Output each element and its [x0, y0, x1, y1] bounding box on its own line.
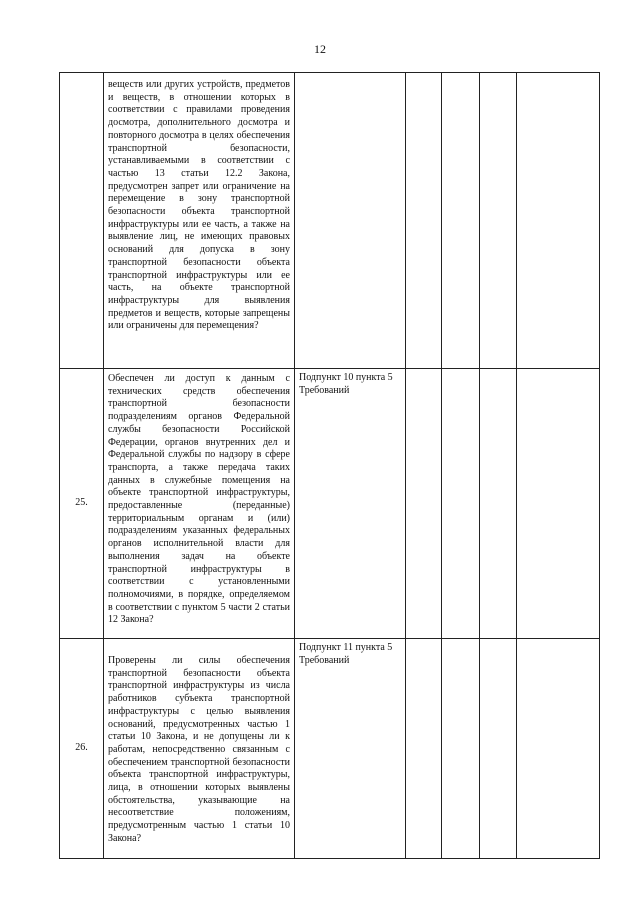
answer-yes-cell	[406, 369, 442, 639]
question-text: веществ или других устройств, предметов и веществ, в отношении которых в соответствии с правилами проведения досмотра, дополнительного досмотра и повторного досмотра в целях обеспечения транспортной безопасности, устанавливаемыми в соответствии с частью 13 статьи 12.2 Закона, предусмотрен запрет или ограничение на перемещение в зону транспортной безопасности объекта транспортной инфраструктуры или ее часть, а также на выявление лиц, не имеющих правовых оснований для допуска в зону транспортной безопасности объекта транспортной инфраструктуры или ее часть, на объекте транспортной инфраструктуры для выявления предметов и веществ, которые запрещены или ограничены для перемещения?	[108, 79, 290, 332]
question-text: Обеспечен ли доступ к данным с технических средств обеспечения транспортной безопасности подразделениям органов Федеральной службы безопасности Российской Федерации, органов внутренних дел и Федеральной службы по надзору в сфере транспорта, а также передача таких данных в служебные помещения на объекте транспортной инфраструктуры, предоставленные (переданные) территориальным органам и (или) подразделениям указанных федеральных органов исполнительной власти для выполнения задач на объекте транспортной инфраструктуры в соответствии с установленными полномочиями, в порядке, определяемом в соответствии с пунктом 5 части 2 статьи 12 Закона?	[108, 373, 290, 626]
question-text: Проверены ли силы обеспечения транспортной безопасности объекта транспортной инфраструктуры из числа работников субъекта транспортной инфраструктуры с целью выявления оснований, предусмотренных частью 1 статьи 10 Закона, и не допущены ли к работам, непосредственно связанным с обеспечением транспортной безопасности объекта транспортной инфраструктуры, лица, в отношении которых выявлены обстоятельства, указывающие на несоответствие положениям, предусмотренным частью 1 статьи 10 Закона?	[108, 655, 290, 844]
reference-cell	[295, 73, 406, 369]
answer-no-cell	[442, 73, 480, 369]
reference-cell: Подпункт 11 пункта 5 Требований	[295, 639, 406, 859]
answer-na-cell	[480, 639, 517, 859]
question-cell	[104, 73, 295, 369]
answer-no-cell	[442, 639, 480, 859]
question-cell	[104, 639, 295, 859]
table-row	[60, 73, 600, 369]
row-number: 25.	[60, 369, 104, 639]
checklist-table	[59, 72, 600, 859]
answer-yes-cell	[406, 639, 442, 859]
answer-na-cell	[480, 369, 517, 639]
table-row	[60, 639, 600, 859]
row-number	[60, 73, 104, 369]
notes-cell	[517, 639, 600, 859]
question-cell	[104, 369, 295, 639]
answer-no-cell	[442, 369, 480, 639]
row-number: 26.	[60, 639, 104, 859]
notes-cell	[517, 369, 600, 639]
answer-na-cell	[480, 73, 517, 369]
table-row	[60, 369, 600, 639]
answer-yes-cell	[406, 73, 442, 369]
reference-cell: Подпункт 10 пункта 5 Требований	[295, 369, 406, 639]
notes-cell	[517, 73, 600, 369]
page-number: 12	[314, 42, 326, 56]
